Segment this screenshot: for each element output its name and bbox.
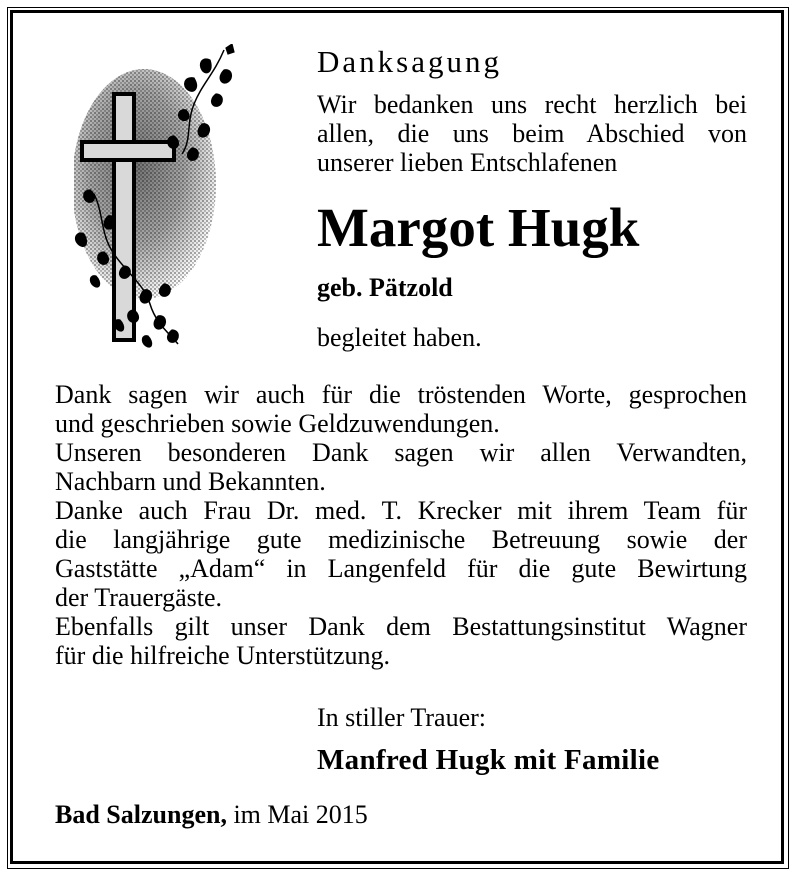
body-line: Danke auch Frau Dr. med. T. Krecker mit ihrem Team für [55, 496, 747, 525]
body-line: für die hilfreiche Unterstützung. [55, 641, 390, 670]
body-line: der Trauergäste. [55, 583, 223, 612]
mourning-intro: In stiller Trauer: [317, 703, 486, 732]
mourners: Manfred Hugk mit Familie [317, 744, 660, 776]
body-line: die langjährige gute medizinische Betreuung sowie der [55, 525, 747, 554]
body-line: und geschrieben sowie Geldzuwendungen. [55, 409, 500, 438]
body-line: Unseren besonderen Dank sagen wir allen Verwandten, [55, 438, 747, 467]
place: Bad Salzungen, [55, 800, 227, 829]
maiden-name: geb. Pätzold [317, 273, 453, 302]
body-line: Nachbarn und Bekannten. [55, 467, 326, 496]
body-line: Ebenfalls gilt unser Dank dem Bestattungsinstitut Wagner [55, 612, 747, 641]
intro-text [317, 90, 747, 177]
thanks-body [55, 380, 747, 670]
cross-with-ivy-icon [74, 44, 244, 350]
notice-heading: Danksagung [317, 44, 502, 79]
intro-line: allen, die uns beim Abschied von [317, 119, 747, 148]
body-line: Gaststätte „Adam“ in Langenfeld für die gute Bewirtung [55, 554, 747, 583]
place-date [55, 800, 368, 830]
body-line: Dank sagen wir auch für die tröstenden Worte, gesprochen [55, 380, 747, 409]
deceased-name: Margot Hugk [317, 197, 640, 258]
accompanied-text: begleitet haben. [317, 323, 482, 352]
intro-line: unserer lieben Entschlafenen [317, 148, 618, 177]
intro-line: Wir bedanken uns recht herzlich bei [317, 90, 747, 119]
date: im Mai 2015 [233, 800, 368, 829]
